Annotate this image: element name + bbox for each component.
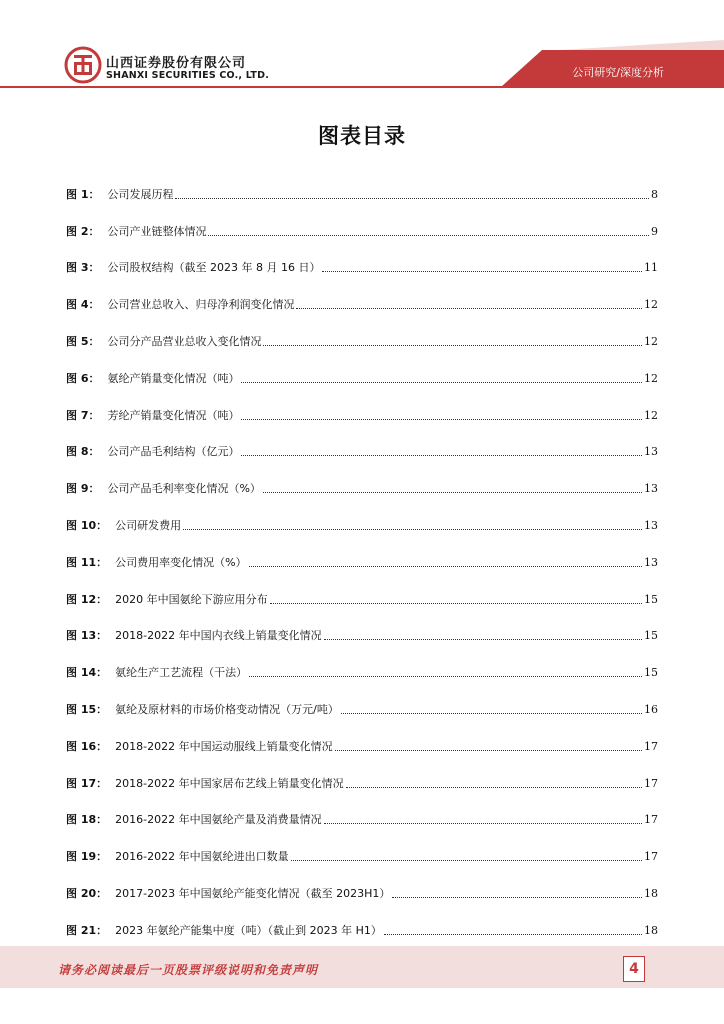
toc-entry[interactable] [66, 165, 658, 202]
toc-entry-title: 氨纶产销量变化情况（吨） [107, 371, 240, 385]
toc-entry-leader [341, 713, 642, 714]
toc-entry-page: 12 [644, 334, 658, 348]
header-ribbon [0, 0, 724, 100]
toc-entry[interactable] [66, 239, 658, 276]
toc-entry-label: 图 6： [66, 371, 100, 385]
toc-entry[interactable] [66, 791, 658, 828]
toc-entry[interactable] [66, 496, 658, 533]
toc-entry-page: 12 [644, 371, 658, 385]
toc-entry[interactable] [66, 607, 658, 644]
company-name-en: SHANXI SECURITIES CO., LTD. [106, 70, 270, 81]
toc-entry-leader [322, 271, 642, 272]
toc-entry-title: 2018-2022 年中国运动服线上销量变化情况 [115, 739, 333, 753]
report-type-tag: 公司研究/深度分析 [572, 66, 664, 79]
toc-entry[interactable] [66, 533, 658, 570]
toc-entry-leader [384, 934, 642, 935]
toc-entry-page: 13 [644, 445, 658, 459]
toc-entry-page: 16 [644, 702, 658, 716]
toc-entry-label: 图 2： [66, 224, 100, 238]
toc-entry-title: 氨纶及原材料的市场价格变动情况（万元/吨） [115, 702, 339, 716]
toc-entry-leader [270, 603, 642, 604]
toc-entry[interactable] [66, 386, 658, 423]
toc-entry-title: 2018-2022 年中国家居布艺线上销量变化情况 [115, 776, 344, 790]
toc-entry-title: 2020 年中国氨纶下游应用分布 [115, 592, 268, 606]
toc-entry-title: 公司研发费用 [115, 518, 182, 532]
toc-entry-leader [208, 235, 649, 236]
company-name-cn: 山西证券股份有限公司 [106, 56, 247, 71]
toc-entry-page: 17 [644, 739, 658, 753]
toc-entry[interactable] [66, 754, 658, 791]
toc-entry-label: 图 4： [66, 298, 100, 312]
company-logo-icon [64, 46, 102, 84]
toc-entry-label: 图 3： [66, 261, 100, 275]
toc-entry-page: 17 [644, 813, 658, 827]
toc-entry-title: 公司股权结构（截至 2023 年 8 月 16 日） [107, 261, 321, 275]
toc-entry-page: 13 [644, 555, 658, 569]
toc-entry-leader [263, 345, 642, 346]
toc-entry-label: 图 8： [66, 445, 100, 459]
toc-entry-leader [175, 198, 649, 199]
toc-entry-leader [249, 676, 642, 677]
toc-entry-label: 图 14： [66, 666, 108, 680]
page-header [0, 0, 724, 100]
toc-entry-page: 17 [644, 850, 658, 864]
toc-entry-leader [249, 566, 642, 567]
toc-entry-leader [392, 897, 642, 898]
toc-entry-page: 12 [644, 408, 658, 422]
toc-entry-title: 2018-2022 年中国内衣线上销量变化情况 [115, 629, 322, 643]
toc-entry[interactable] [66, 349, 658, 386]
toc-entry-title: 公司产品毛利结构（亿元） [107, 445, 240, 459]
toc-entry-leader [241, 419, 642, 420]
toc-entry[interactable] [66, 827, 658, 864]
toc-entry-page: 18 [644, 886, 658, 900]
toc-entry[interactable] [66, 680, 658, 717]
page-title: 图表目录 [318, 124, 406, 148]
toc-entry-leader [241, 382, 642, 383]
toc-entry-title: 公司发展历程 [107, 187, 174, 201]
toc-entry-label: 图 21： [66, 923, 108, 937]
toc-entry-leader [241, 455, 642, 456]
toc-entry[interactable] [66, 423, 658, 460]
toc-entry-title: 2016-2022 年中国氨纶进出口数量 [115, 850, 289, 864]
toc-entry-leader [346, 787, 642, 788]
toc-entry-title: 公司产品毛利率变化情况（%） [107, 482, 261, 496]
toc-entry-leader [324, 639, 642, 640]
page-number: 4 [623, 956, 645, 982]
toc-entry-title: 公司产业链整体情况 [107, 224, 207, 238]
toc-entry-page: 15 [644, 592, 658, 606]
toc-entry[interactable] [66, 459, 658, 496]
toc-entry-label: 图 19： [66, 850, 108, 864]
toc-entry-title: 2017-2023 年中国氨纶产能变化情况（截至 2023H1） [115, 886, 391, 900]
toc-entry-leader [291, 860, 642, 861]
toc-entry-page: 13 [644, 518, 658, 532]
toc-entry-label: 图 1： [66, 187, 100, 201]
toc-entry-leader [263, 492, 642, 493]
toc-entry[interactable] [66, 864, 658, 901]
toc-entry[interactable] [66, 643, 658, 680]
toc-entry-page: 11 [644, 261, 658, 275]
toc-entry-page: 15 [644, 666, 658, 680]
toc-entry-label: 图 7： [66, 408, 100, 422]
toc-entry-label: 图 16： [66, 739, 108, 753]
toc-entry-page: 13 [644, 482, 658, 496]
toc-entry[interactable] [66, 202, 658, 239]
toc-entry-label: 图 15： [66, 702, 108, 716]
toc-entry-label: 图 20： [66, 886, 108, 900]
toc-entry[interactable] [66, 717, 658, 754]
toc-entry-label: 图 5： [66, 334, 100, 348]
toc-entry-leader [183, 529, 642, 530]
toc-entry-leader [324, 823, 642, 824]
toc-entry-label: 图 17： [66, 776, 108, 790]
toc-entry[interactable] [66, 275, 658, 312]
toc-entry[interactable] [66, 570, 658, 607]
toc-entry-leader [296, 308, 642, 309]
toc-entry-label: 图 18： [66, 813, 108, 827]
toc-entry-label: 图 12： [66, 592, 108, 606]
toc-entry-title: 氨纶生产工艺流程（干法） [115, 666, 248, 680]
footer-disclaimer: 请务必阅读最后一页股票评级说明和免责声明 [58, 963, 319, 977]
toc-entry-label: 图 10： [66, 518, 108, 532]
toc-entry-title: 公司费用率变化情况（%） [115, 555, 247, 569]
toc-entry-title: 2016-2022 年中国氨纶产量及消费量情况 [115, 813, 322, 827]
toc-entry-title: 2023 年氨纶产能集中度（吨）（截止到 2023 年 H1） [115, 923, 382, 937]
toc-entry-label: 图 9： [66, 482, 100, 496]
toc-entry[interactable] [66, 312, 658, 349]
toc-entry-title: 公司营业总收入、归母净利润变化情况 [107, 298, 295, 312]
toc-entry-page: 17 [644, 776, 658, 790]
toc-entry-leader [335, 750, 642, 751]
toc-entry-page: 18 [644, 923, 658, 937]
toc-entry-title: 芳纶产销量变化情况（吨） [107, 408, 240, 422]
toc-entry-label: 图 11： [66, 555, 108, 569]
toc-entry-title: 公司分产品营业总收入变化情况 [107, 334, 262, 348]
figure-toc [66, 165, 658, 938]
toc-entry-page: 15 [644, 629, 658, 643]
toc-entry[interactable] [66, 901, 658, 938]
toc-entry-label: 图 13： [66, 629, 108, 643]
toc-entry-page: 9 [651, 224, 658, 238]
toc-entry-page: 8 [651, 187, 658, 201]
toc-entry-page: 12 [644, 298, 658, 312]
